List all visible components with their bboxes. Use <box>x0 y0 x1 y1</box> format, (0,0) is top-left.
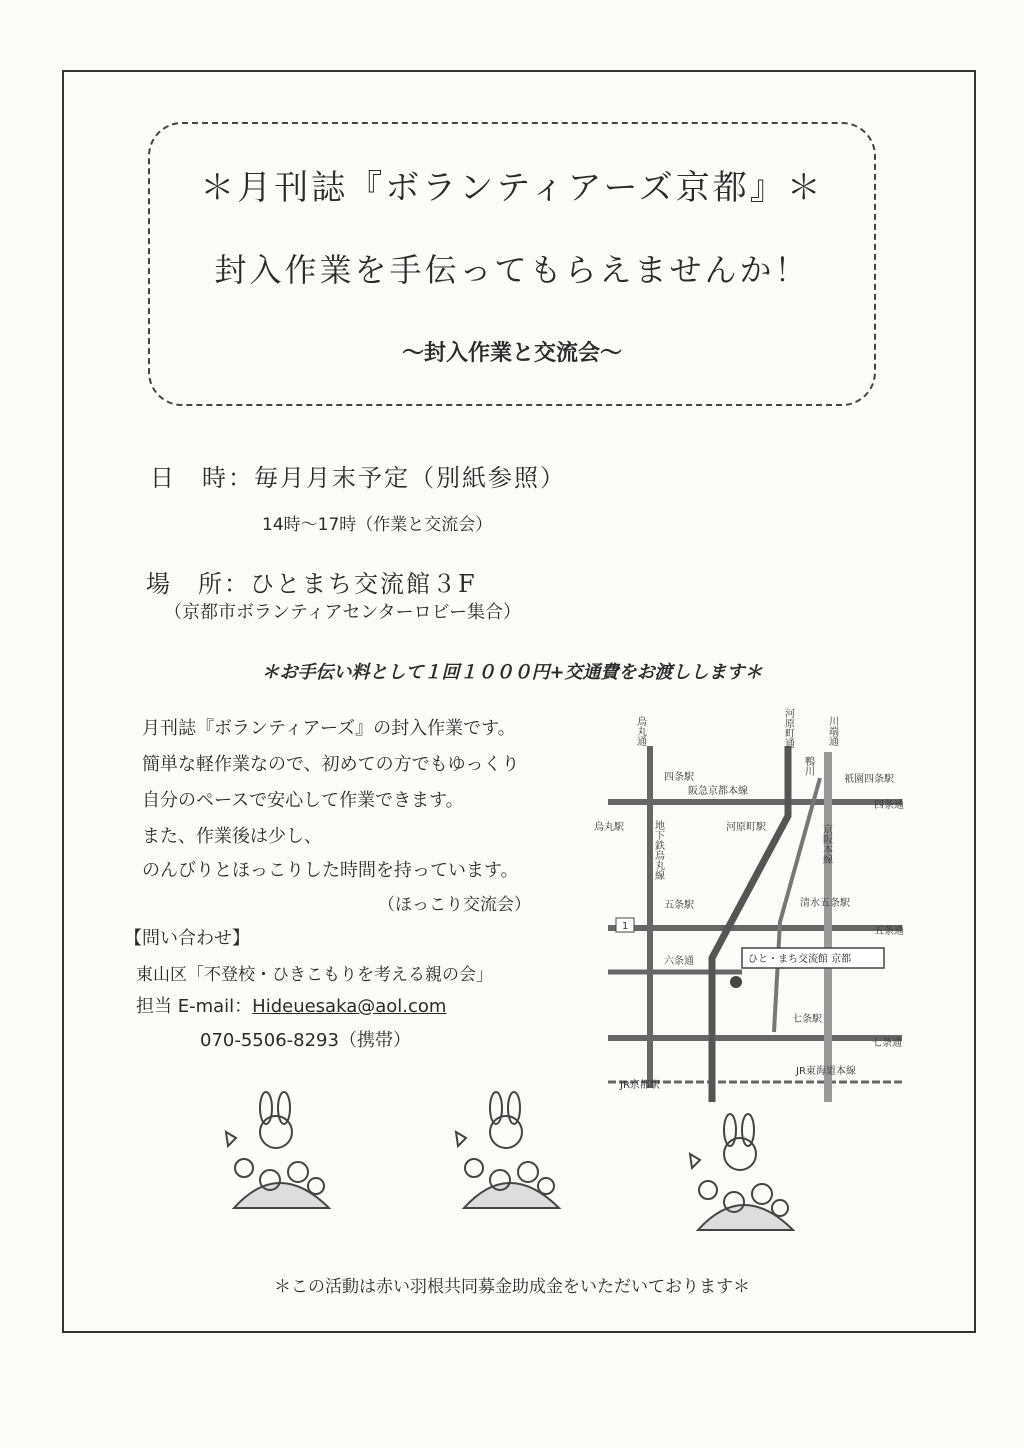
map-label: ひと・まち交流館 京都 <box>748 954 852 965</box>
map-label: 七条通 <box>872 1038 902 1049</box>
contact-heading: 【問い合わせ】 <box>124 928 250 949</box>
date-label: 日 時： <box>150 464 254 492</box>
map-label: 川端通 <box>826 716 838 746</box>
description-line: また、作業後は少し、 <box>142 826 322 847</box>
map-label: 祇園四条駅 <box>844 774 894 785</box>
description-line: 自分のペースで安心して作業できます。 <box>142 790 464 811</box>
fee-notice: ＊お手伝い料として１回１０００円+交通費をお渡しします＊ <box>261 662 763 683</box>
description-line: 簡単な軽作業なので、初めての方でもゆっくり <box>142 754 520 775</box>
map-label: 五条駅 <box>664 900 694 911</box>
map-label: 七条駅 <box>792 1014 822 1025</box>
map-label: 烏丸通 <box>634 716 646 746</box>
date-value: 毎月月末予定（別紙参照） <box>254 464 566 492</box>
place-label: 場 所： <box>146 570 250 598</box>
funding-note: ＊この活動は赤い羽根共同募金助成金をいただいております＊ <box>274 1277 750 1297</box>
description-line: 月刊誌『ボランティアーズ』の封入作業です。 <box>142 718 516 739</box>
rabbit-flower-illustration <box>214 1088 344 1218</box>
date-row <box>150 458 566 493</box>
email-label: 担当 E-mail： <box>136 996 253 1017</box>
map-label: JR京都駅 <box>620 1080 660 1091</box>
contact-org: 東山区「不登校・ひきこもりを考える親の会」 <box>136 965 493 985</box>
page-title: ＊月刊誌『ボランティアーズ京都』＊ <box>200 168 824 208</box>
map-label: 鴨川 <box>802 756 814 776</box>
map-label: 河原町駅 <box>726 822 766 833</box>
map-label: 阪急京都本線 <box>688 786 748 797</box>
map-label: 四条通 <box>874 800 904 811</box>
access-map <box>592 696 922 1116</box>
map-label: 地下鉄烏丸線 <box>652 820 664 880</box>
map-label: 京阪本線 <box>820 824 832 864</box>
description-note: （ほっこり交流会） <box>378 895 531 915</box>
description-line: のんびりとほっこりした時間を持っています。 <box>142 860 519 881</box>
map-label: 五条通 <box>874 926 904 937</box>
map-label: 烏丸駅 <box>594 822 624 833</box>
map-label: JR東海道本線 <box>796 1066 856 1077</box>
rabbit-flower-illustration <box>678 1110 808 1240</box>
map-label: 六条通 <box>664 956 694 967</box>
page-tagline: 〜封入作業と交流会〜 <box>401 341 622 366</box>
map-label: 1 <box>622 921 629 932</box>
place-row <box>146 564 477 599</box>
hitomachi-marker <box>730 976 742 988</box>
place-note: （京都市ボランティアセンターロビー集合） <box>164 602 521 623</box>
map-label: 清水五条駅 <box>800 898 850 909</box>
map-label: 四条駅 <box>664 772 694 783</box>
map-label: 河原町通 <box>782 708 794 748</box>
email-link[interactable]: Hideuesaka@aol.com <box>252 996 447 1017</box>
contact-email-row <box>136 992 446 1018</box>
time-value: 14時〜17時（作業と交流会） <box>262 515 493 535</box>
place-value: ひとまち交流館３F <box>250 570 477 598</box>
page-subtitle: 封入作業を手伝ってもらえませんか！ <box>214 251 810 289</box>
contact-phone: 070-5506-8293（携帯） <box>200 1030 411 1051</box>
rabbit-flower-illustration <box>444 1088 574 1218</box>
